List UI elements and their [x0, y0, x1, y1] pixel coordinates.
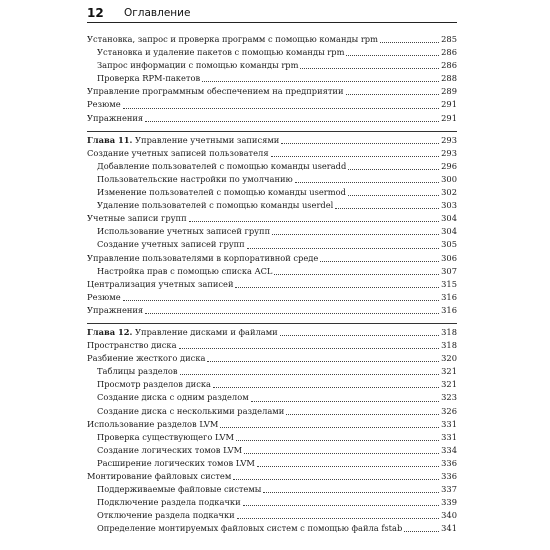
- toc-entry: Пользовательские настройки по умолчанию 300: [97, 173, 457, 184]
- leader-dots: [281, 142, 439, 144]
- leader-dots: [145, 312, 439, 314]
- leader-dots: [207, 360, 439, 362]
- toc-entry: Упражнения 316: [87, 304, 457, 315]
- leader-dots: [237, 517, 439, 519]
- toc-entry: Запрос информации с помощью команды rpm 286: [97, 60, 457, 71]
- chapter-11-block: [87, 131, 457, 317]
- leader-dots: [233, 478, 439, 480]
- chapter-heading: Глава 11. Управление учетными записями 293: [87, 134, 457, 145]
- leader-dots: [286, 413, 439, 415]
- toc-entry: Подключение раздела подкачки 339: [97, 497, 457, 508]
- leader-dots: [346, 54, 439, 56]
- leader-dots: [189, 220, 440, 222]
- toc-entry: Разбиение жесткого диска 320: [87, 353, 457, 364]
- table-of-contents: [87, 33, 457, 535]
- toc-entry: Создание диска с несколькими разделами 326: [97, 405, 457, 416]
- leader-dots: [348, 168, 439, 170]
- toc-entry: Создание учетных записей групп 305: [97, 239, 457, 250]
- leader-dots: [380, 41, 439, 43]
- toc-entry: Проверка RPM-пакетов 288: [97, 73, 457, 84]
- leader-dots: [348, 194, 439, 196]
- leader-dots: [300, 67, 439, 69]
- leader-dots: [335, 207, 439, 209]
- chapter-12-block: [87, 323, 457, 536]
- toc-entry: Просмотр разделов диска 321: [97, 379, 457, 390]
- leader-dots: [295, 181, 439, 183]
- toc-entry: Добавление пользователей с помощью команды useradd 296: [97, 160, 457, 171]
- toc-entry: Создание учетных записей пользователя 293: [87, 147, 457, 158]
- leader-dots: [236, 439, 439, 441]
- leader-dots: [243, 504, 440, 506]
- leader-dots: [213, 386, 439, 388]
- toc-entry: Расширение логических томов LVM 336: [97, 457, 457, 468]
- leader-dots: [271, 155, 440, 157]
- leader-dots: [404, 530, 439, 532]
- leader-dots: [247, 247, 439, 249]
- leader-dots: [257, 465, 439, 467]
- running-title: Оглавление: [124, 7, 191, 19]
- leader-dots: [180, 373, 440, 375]
- toc-entry: Установка и удаление пакетов с помощью команды rpm 286: [97, 47, 457, 58]
- leader-dots: [251, 400, 440, 402]
- leader-dots: [123, 107, 440, 109]
- toc-entry: Изменение пользователей с помощью команды usermod 302: [97, 187, 457, 198]
- toc-entry: Удаление пользователей с помощью команды userdel 303: [97, 200, 457, 211]
- page-header: [87, 6, 457, 23]
- toc-entry: Определение монтируемых файловых систем с помощью файла fstab 341: [97, 523, 457, 534]
- leader-dots: [123, 299, 440, 301]
- chapter-heading: Глава 12. Управление дисками и файлами 318: [87, 326, 457, 337]
- leader-dots: [235, 286, 439, 288]
- toc-entry: Установка, запрос и проверка программ с помощью команды rpm 285: [87, 34, 457, 44]
- leader-dots: [145, 120, 439, 122]
- toc-entry: Создание диска с одним разделом 323: [97, 392, 457, 403]
- leader-dots: [274, 273, 439, 275]
- toc-entry: Таблицы разделов 321: [97, 366, 457, 377]
- toc-entry: Упражнения 291: [87, 112, 457, 123]
- toc-entry: Управление программным обеспечением на предприятии 289: [87, 86, 457, 97]
- toc-entry: Использование учетных записей групп 304: [97, 226, 457, 237]
- toc-entry: Проверка существующего LVM 331: [97, 431, 457, 442]
- toc-entry: Отключение раздела подкачки 340: [97, 510, 457, 521]
- toc-entry: Поддерживаемые файловые системы 337: [97, 484, 457, 495]
- leader-dots: [346, 93, 440, 95]
- toc-entry: Использование разделов LVM 331: [87, 418, 457, 429]
- toc-entry: Учетные записи групп 304: [87, 213, 457, 224]
- leader-dots: [263, 491, 439, 493]
- toc-entry: Резюме 291: [87, 99, 457, 110]
- toc-entry: Управление пользователями в корпоративной среде 306: [87, 252, 457, 263]
- leader-dots: [272, 233, 439, 235]
- toc-entry: Пространство диска 318: [87, 340, 457, 351]
- toc-entry: Настройка прав с помощью списка ACL 307: [97, 265, 457, 276]
- leader-dots: [280, 334, 439, 336]
- leader-dots: [179, 347, 440, 349]
- leader-dots: [244, 452, 439, 454]
- toc-entry: Централизация учетных записей 315: [87, 278, 457, 289]
- leader-dots: [220, 426, 439, 428]
- toc-entry: Создание логических томов LVM 334: [97, 444, 457, 455]
- page-number: 12: [87, 6, 104, 20]
- toc-entry: Резюме 316: [87, 291, 457, 302]
- leader-dots: [202, 80, 439, 82]
- toc-entry: Монтирование файловых систем 336: [87, 471, 457, 481]
- leader-dots: [320, 260, 439, 262]
